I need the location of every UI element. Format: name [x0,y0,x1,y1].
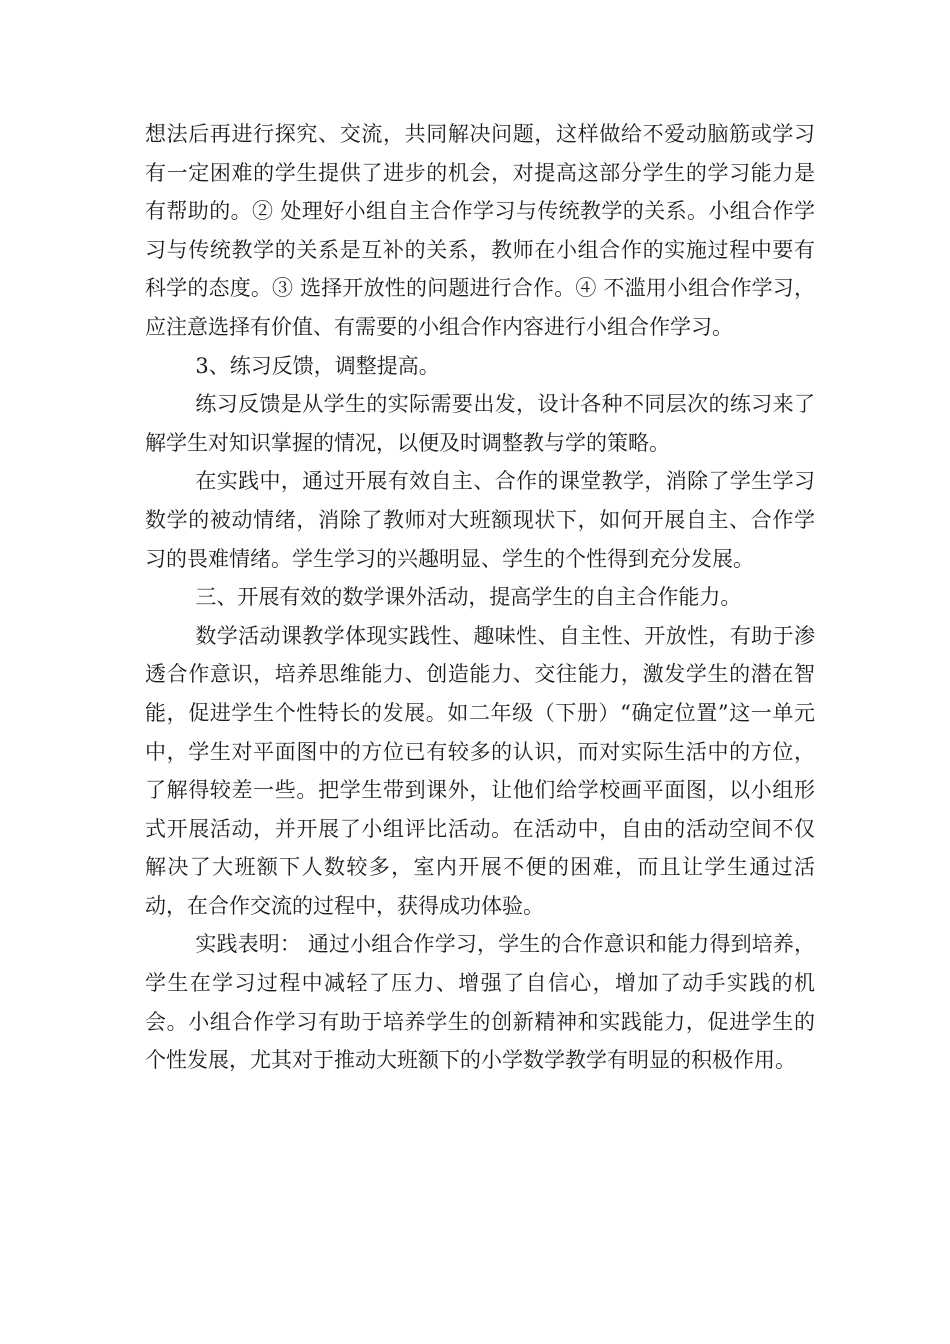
paragraph-in-practice: 在实践中，通过开展有效自主、合作的课堂教学，消除了学生学习数学的被动情绪，消除了教师对大班额现状下，如何开展自主、合作学习的畏难情绪。学生学习的兴趣明显、学生的个性得到充分发展。 [145,469,815,571]
paragraph-practice-shows: 实践表明： 通过小组合作学习，学生的合作意识和能力得到培养，学生在学习过程中减轻了压力、增强了自信心，增加了动手实践的机会。小组合作学习有助于培养学生的创新精神和实践能力，促进学生的个性发展，尤其对于推动大班额下的小学数学教学有明显的积极作用。 [145,932,815,1073]
paragraph-continuation: 想法后再进行探究、交流，共同解决问题，这样做给不爱动脑筋或学习有一定困难的学生提供了进步的机会，对提高这部分学生的学习能力是有帮助的。② 处理好小组自主合作学习与传统教学的关系。小组合作学习与传统教学的关系是互补的关系，教师在小组合作的实施过程中要有科学的态度。③ 选择开放性的问题进行合作。④ 不滥用小组合作学习，应注意选择有价值、有需要的小组合作内容进行小组合作学习。 [145,122,815,339]
body-text [145,115,815,1080]
section-heading-practice-feedback: 3、练习反馈，调整提高。 [195,353,440,378]
paragraph-math-activity: 数学活动课教学体现实践性、趣味性、自主性、开放性，有助于渗透合作意识，培养思维能力、创造能力、交往能力，激发学生的潜在智能，促进学生个性特长的发展。如二年级（下册）“确定位置”这一单元中，学生对平面图中的方位已有较多的认识，而对实际生活中的方位，了解得较差一些。把学生带到课外，让他们给学校画平面图，以小组形式开展活动，并开展了小组评比活动。在活动中，自由的活动空间不仅解决了大班额下人数较多，室内开展不便的困难，而且让学生通过活动，在合作交流的过程中，获得成功体验。 [145,623,815,918]
section-heading-extracurricular: 三、开展有效的数学课外活动，提高学生的自主合作能力。 [195,585,742,610]
paragraph-practice-feedback: 练习反馈是从学生的实际需要出发，设计各种不同层次的练习来了解学生对知识掌握的情况，以便及时调整教与学的策略。 [145,392,815,455]
